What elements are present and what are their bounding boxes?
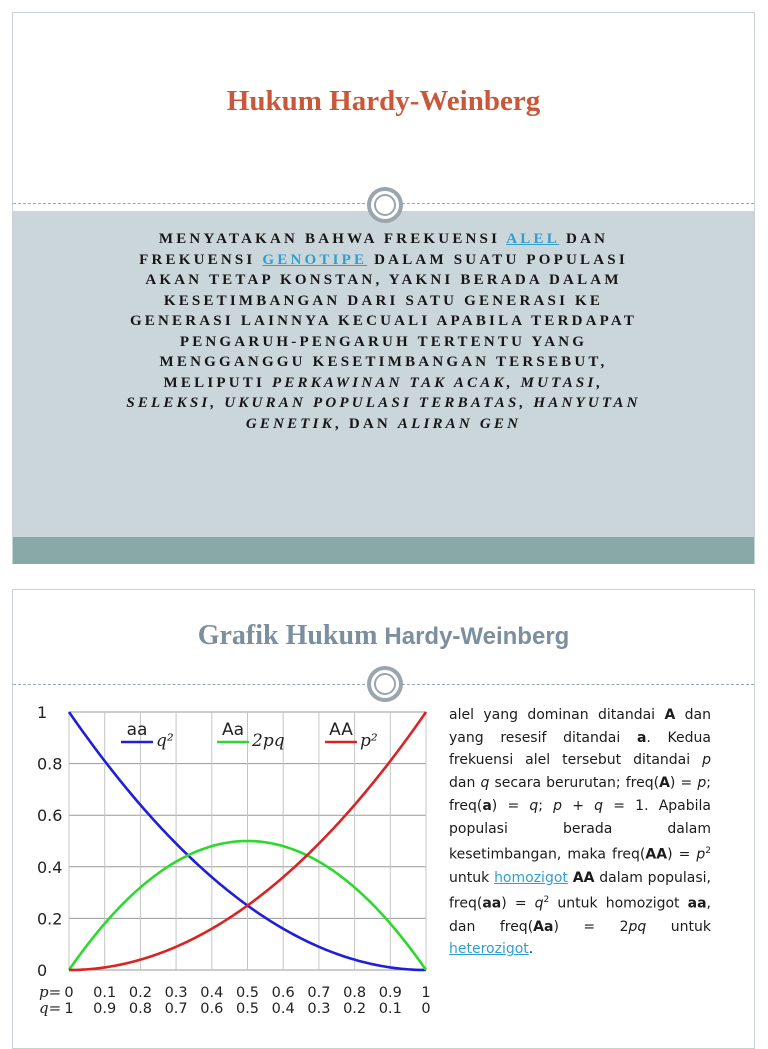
q-tick-label: 0.5 — [236, 1001, 259, 1017]
text-segment: AA — [645, 847, 667, 863]
text-segment: 2 — [705, 846, 711, 856]
x-tick-label: 0.6 — [272, 985, 295, 1001]
factor-list: PERKAWINAN TAK ACAK, MUTASI, SELEKSI, UKURAN POPULASI TERBATAS, HANYUTAN GENETIK — [126, 375, 640, 432]
q-tick-label: 0.7 — [165, 1001, 188, 1017]
text-segment: q — [480, 775, 489, 791]
title-sans: Hardy-Weinberg — [384, 623, 569, 650]
text-segment: AA — [573, 870, 595, 886]
x-tick-label: 0.3 — [165, 985, 188, 1001]
q-tick-label: 1 — [64, 1001, 73, 1017]
q-tick-label: 0.4 — [272, 1001, 295, 1017]
genotipe-link[interactable]: GENOTIPE — [262, 252, 367, 268]
q-axis-label: q= — [39, 999, 61, 1017]
text-segment: ) = — [501, 896, 534, 912]
text-segment: aa — [688, 896, 707, 912]
definition-part: DALAM SUATU POPULASI AKAN TETAP KONSTAN, YAKNI BERADA DALAM KESETIMBANGAN DARI SATU GENERASI KE GENERASI LAINNYA KECUALI APABILA TERDAPAT PENGARUH-PENGARUH TERTENTU YANG MENGGANGGU KESETIMBANGAN TERSEBUT, MELIPUTI — [130, 252, 637, 391]
text-segment: alel yang dominan ditandai — [449, 707, 664, 723]
text-segment: pq — [629, 919, 647, 935]
text-segment: ; — [538, 798, 553, 814]
text-segment: A — [659, 775, 670, 791]
text-segment: aa — [482, 896, 501, 912]
title-serif: Grafik Hukum — [198, 620, 378, 651]
q-tick-label: 0.2 — [343, 1001, 366, 1017]
text-segment: Aa — [533, 919, 553, 935]
y-tick-label: 0 — [37, 961, 47, 980]
text-segment: q — [529, 798, 538, 814]
q-tick-label: 0.6 — [200, 1001, 223, 1017]
x-tick-label: 0.2 — [129, 985, 152, 1001]
factor-last: ALIRAN GEN — [398, 416, 521, 432]
text-segment: . — [529, 941, 533, 957]
text-segment: dalam populasi, freq( — [449, 870, 711, 912]
q-tick-label: 0 — [421, 1001, 430, 1017]
text-segment: untuk — [449, 870, 494, 886]
text-segment: A — [664, 707, 675, 723]
text-segment: ; freq( — [449, 775, 711, 814]
y-tick-label: 0.8 — [37, 755, 62, 774]
q-tick-label: 0.8 — [129, 1001, 152, 1017]
text-segment: p — [697, 775, 706, 791]
x-tick-label: 0.5 — [236, 985, 259, 1001]
definition-part: , DAN — [335, 416, 398, 432]
definition-part: MENYATAKAN BAHWA FREKUENSI — [159, 231, 506, 247]
p-axis-label: p= — [39, 983, 61, 1001]
slide-title: Hukum Hardy-Weinberg — [13, 85, 754, 118]
circle-ornament-icon — [367, 187, 403, 223]
text-segment: p — [696, 847, 705, 863]
text-segment: ) = 2 — [553, 919, 628, 935]
heterozigot-link[interactable]: heterozigot — [449, 941, 529, 957]
hardy-weinberg-chart — [13, 690, 433, 1020]
q-tick-label: 0.1 — [379, 1001, 402, 1017]
footer-stripe — [13, 537, 754, 564]
x-tick-label: 0.4 — [200, 985, 223, 1001]
text-segment: 2 — [544, 895, 550, 905]
text-segment: untuk homozigot — [549, 896, 687, 912]
text-segment: ) = — [667, 847, 696, 863]
text-segment: ) = — [492, 798, 530, 814]
homozigot-link[interactable]: homozigot — [494, 870, 568, 886]
x-tick-label: 0.8 — [343, 985, 366, 1001]
slide-grafik-hardy-weinberg — [12, 589, 755, 1049]
legend-formula-aa: q² — [156, 731, 174, 751]
x-tick-label: 0.1 — [93, 985, 116, 1001]
alel-link[interactable]: ALEL — [506, 231, 559, 247]
y-tick-label: 1 — [37, 703, 47, 722]
y-tick-labels — [37, 703, 62, 980]
text-segment: untuk — [646, 919, 711, 935]
slide-title — [13, 620, 754, 652]
text-segment: a — [637, 730, 646, 746]
text-segment: a — [482, 798, 491, 814]
text-segment: , dan freq( — [449, 896, 711, 935]
x-tick-label: 1 — [421, 985, 430, 1001]
text-segment: . Kedua frekuensi alel tersebut ditandai — [449, 730, 711, 769]
legend-name-aa: aa — [127, 720, 148, 740]
chart-legend — [121, 720, 378, 751]
q-tick-label: 0.3 — [307, 1001, 330, 1017]
legend-name-AA: AA — [329, 720, 353, 740]
legend-name-Aa: Aa — [222, 720, 244, 740]
text-segment: dan — [449, 775, 480, 791]
text-segment: secara berurutan; freq( — [489, 775, 659, 791]
text-segment: ) = — [670, 775, 697, 791]
y-tick-label: 0.2 — [37, 909, 62, 928]
text-segment: = 1. Apabila populasi berada dalam kesetimbangan, maka freq( — [449, 798, 711, 863]
text-segment: p — [553, 798, 562, 814]
legend-formula-Aa: 2pq — [251, 731, 285, 751]
y-tick-label: 0.6 — [37, 806, 62, 825]
q-tick-label: 0.9 — [93, 1001, 116, 1017]
x-tick-label: 0.7 — [307, 985, 330, 1001]
definition-text — [121, 229, 646, 434]
legend-formula-AA: p² — [360, 731, 378, 751]
slide-hukum-hardy-weinberg — [12, 12, 755, 564]
text-segment: q — [594, 798, 603, 814]
definition-part: DAN FREKUENSI — [139, 231, 608, 268]
x-tick-labels — [39, 983, 431, 1017]
text-segment: dan yang resesif ditandai — [449, 707, 711, 746]
y-tick-label: 0.4 — [37, 858, 62, 877]
x-tick-label: 0 — [64, 985, 73, 1001]
text-segment: + — [562, 798, 594, 814]
text-segment: q — [535, 896, 544, 912]
explanation-text — [449, 704, 711, 961]
text-segment: p — [702, 752, 711, 768]
x-tick-label: 0.9 — [379, 985, 402, 1001]
